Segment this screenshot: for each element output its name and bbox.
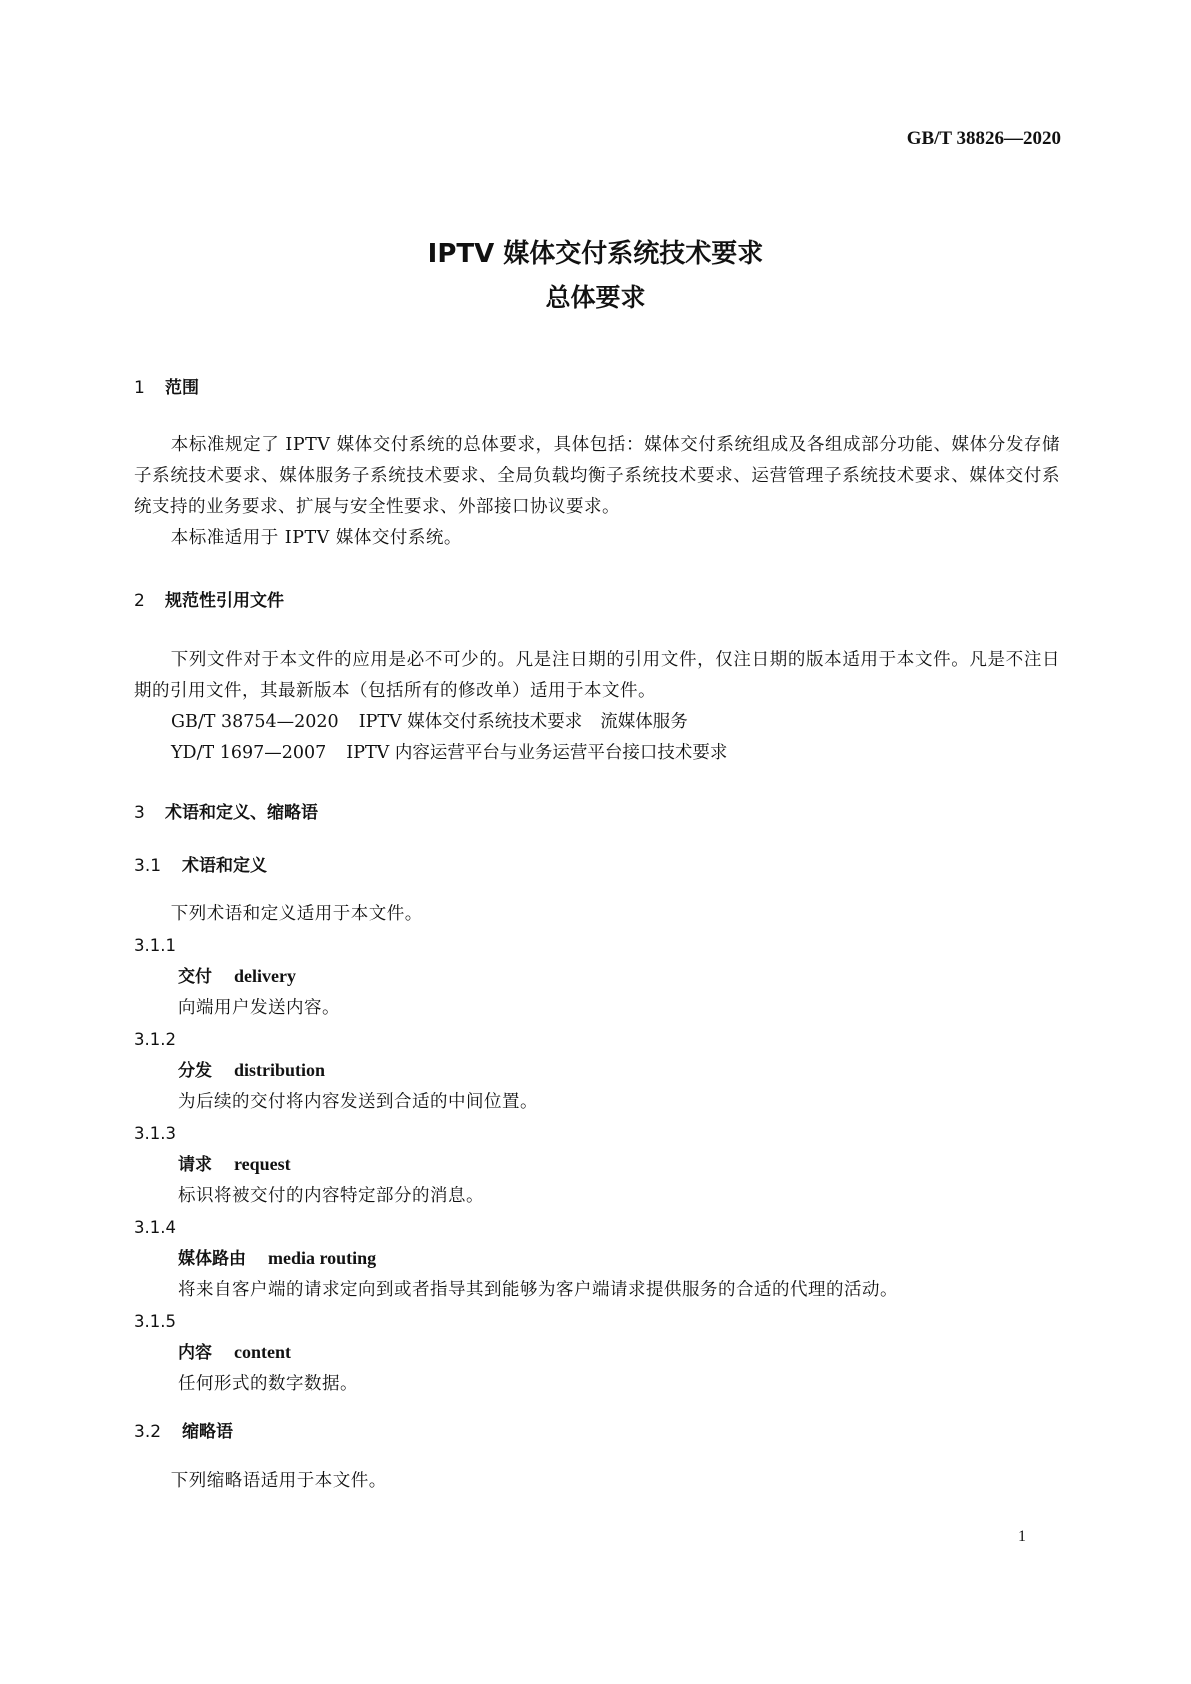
- standard-code: GB/T 38826—2020: [906, 128, 1061, 149]
- paragraph: 下列文件对于本文件的应用是必不可少的。凡是注日期的引用文件，仅注日期的版本适用于本文件。凡是不注日期的引用文件，其最新版本（包括所有的修改单）适用于本文件。: [134, 650, 1060, 701]
- term-en: delivery: [234, 966, 296, 986]
- term-zh: 请求: [178, 1155, 212, 1175]
- term-number: 3.1.4: [134, 1218, 176, 1237]
- reference-code: GB/T 38754—2020: [171, 712, 339, 732]
- term-name: [134, 1243, 1060, 1275]
- section-number: 3: [134, 803, 145, 823]
- section-number: 1: [134, 378, 145, 398]
- term-zh: 分发: [178, 1061, 212, 1081]
- subsection-number: 3.1: [134, 856, 162, 876]
- term-number: 3.1.3: [134, 1124, 176, 1143]
- reference-title: IPTV 内容运营平台与业务运营平台接口技术要求: [346, 743, 728, 763]
- term-en: request: [234, 1154, 291, 1174]
- term-number: 3.1.5: [134, 1312, 176, 1331]
- term-en: content: [234, 1342, 291, 1362]
- section-number: 2: [134, 591, 145, 611]
- term-en: distribution: [234, 1060, 326, 1080]
- subsection-number: 3.2: [134, 1422, 162, 1442]
- term-name: [134, 1337, 1060, 1369]
- page-number: 1: [1018, 1528, 1026, 1545]
- term-number: 3.1.1: [134, 936, 176, 955]
- document-subtitle: 总体要求: [545, 283, 646, 312]
- term-entry: [134, 1212, 1060, 1306]
- section-title: 术语和定义、缩略语: [165, 803, 318, 823]
- reference-item: [134, 707, 1060, 738]
- paragraph: 下列术语和定义适用于本文件。: [170, 904, 423, 924]
- term-definition: 为后续的交付将内容发送到合适的中间位置。: [178, 1092, 538, 1112]
- subsection-title: 缩略语: [182, 1422, 233, 1442]
- term-zh: 内容: [178, 1343, 212, 1363]
- term-name: [134, 1055, 1060, 1087]
- section-title: 范围: [165, 378, 199, 398]
- term-entry: [134, 1306, 1060, 1400]
- paragraph: 本标准适用于 IPTV 媒体交付系统。: [170, 528, 462, 548]
- reference-part: 流媒体服务: [600, 712, 688, 732]
- subsection-title: 术语和定义: [182, 856, 267, 876]
- subsection-heading-terms-definitions: [134, 854, 1060, 878]
- section-heading-scope: [134, 376, 1060, 400]
- reference-item: [134, 738, 1060, 769]
- term-definition: 标识将被交付的内容特定部分的消息。: [178, 1186, 484, 1206]
- subsection-heading-abbreviations: [134, 1420, 1060, 1444]
- term-definition: 将来自客户端的请求定向到或者指导其到能够为客户端请求提供服务的合适的代理的活动。: [178, 1280, 898, 1300]
- reference-code: YD/T 1697—2007: [171, 743, 327, 763]
- term-entry: [134, 930, 1060, 1024]
- term-name: [134, 1149, 1060, 1181]
- term-zh: 媒体路由: [178, 1249, 246, 1269]
- term-number: 3.1.2: [134, 1030, 176, 1049]
- title-block: [0, 232, 1191, 320]
- section-title: 规范性引用文件: [165, 591, 284, 611]
- reference-title: IPTV 媒体交付系统技术要求: [358, 712, 583, 732]
- term-name: [134, 961, 1060, 993]
- term-definition: 向端用户发送内容。: [178, 998, 340, 1018]
- term-entry: [134, 1024, 1060, 1118]
- paragraph: 下列缩略语适用于本文件。: [170, 1471, 387, 1491]
- section-heading-terms: [134, 801, 1060, 825]
- term-zh: 交付: [178, 967, 212, 987]
- term-entry: [134, 1118, 1060, 1212]
- section-heading-normative-references: [134, 589, 1060, 613]
- paragraph: 本标准规定了 IPTV 媒体交付系统的总体要求，具体包括：媒体交付系统组成及各组成部分功能、媒体分发存储子系统技术要求、媒体服务子系统技术要求、全局负载均衡子系统技术要求、运营管理子系统技术要求、媒体交付系统支持的业务要求、扩展与安全性要求、外部接口协议要求。: [134, 435, 1060, 517]
- document-body: [134, 376, 1060, 1497]
- term-definition: 任何形式的数字数据。: [178, 1374, 358, 1394]
- term-en: media routing: [268, 1248, 377, 1268]
- document-title: IPTV 媒体交付系统技术要求: [427, 239, 764, 269]
